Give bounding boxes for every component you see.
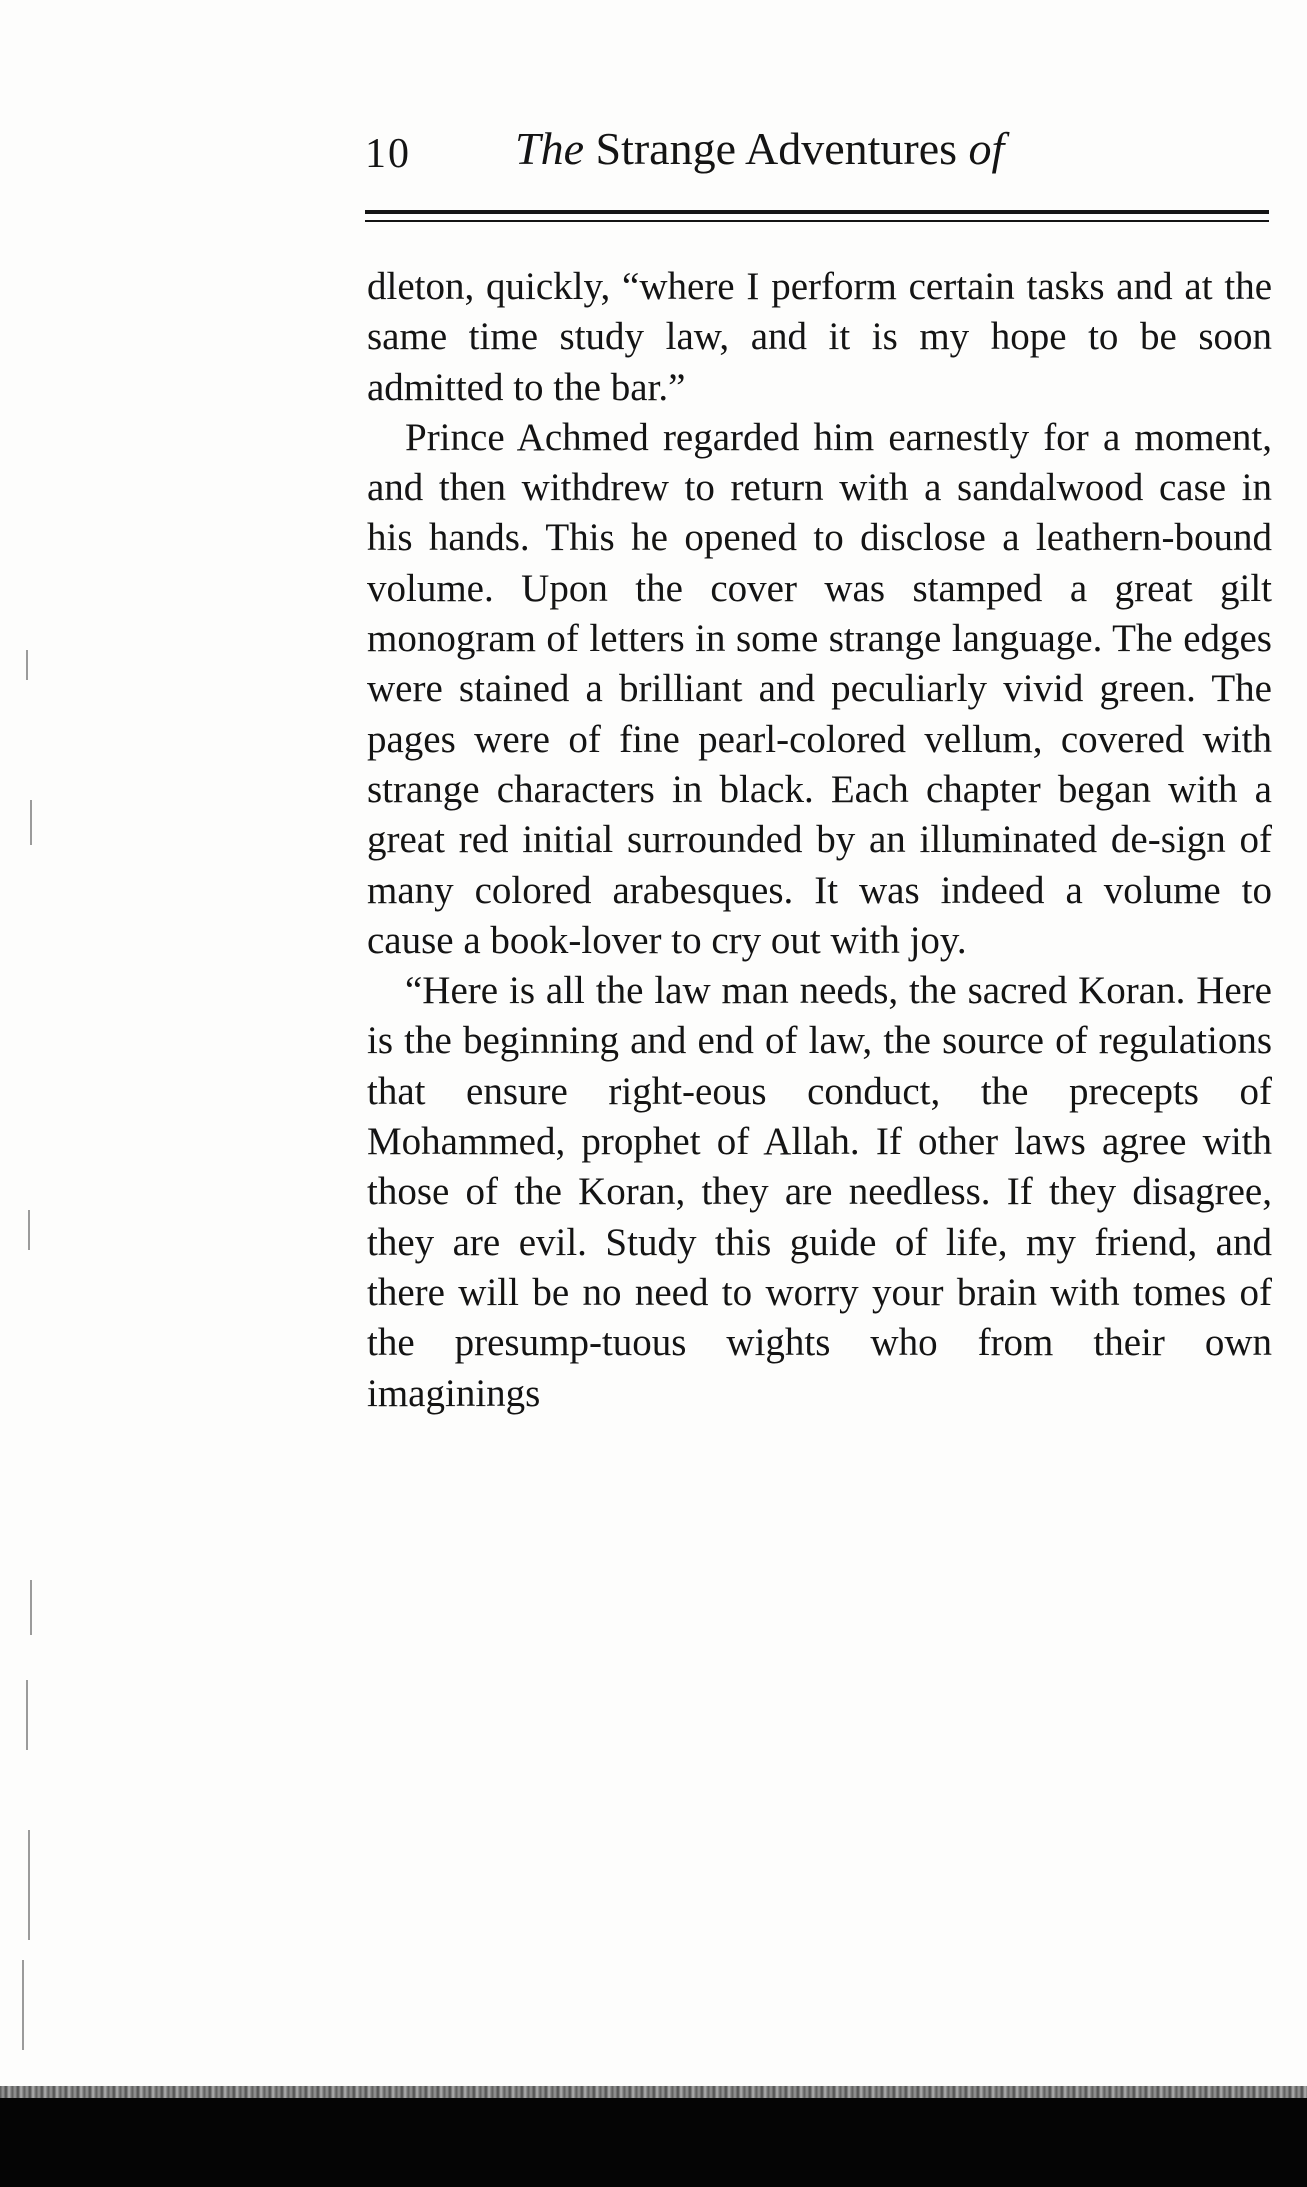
page-number: 10	[365, 131, 411, 177]
header-rule-thin	[365, 220, 1269, 222]
gutter-mark	[26, 1680, 28, 1750]
paragraph-continuation: dleton, quickly, “where I perform certain tasks and at the same time study law, and it is my hope to be soon admitted to the bar.”	[367, 265, 1272, 409]
gutter-mark	[30, 1580, 32, 1635]
running-head	[515, 122, 1004, 175]
gutter-mark	[22, 1960, 24, 2050]
paragraph-prince-achmed: Prince Achmed regarded him earnestly for a moment, and then withdrew to return with a sandalwood case in his hands. This he opened to disclose a leathern-bound volume. Upon the cover was stamped a great gilt monogram of letters in some strange language. The edges were stained a brilliant and peculiarly vivid green. The pages were of fine pearl-colored vellum, covered with strange characters in black. Each chapter began with a great red initial surrounded by an illuminated de-sign of many colored arabesques. It was indeed a volume to cause a book-lover to cry out with joy.	[367, 415, 1272, 962]
scan-bottom-band	[0, 2098, 1307, 2187]
running-head-of: of	[968, 123, 1005, 174]
gutter-mark	[30, 800, 32, 845]
page-header	[365, 118, 1270, 178]
paragraph-koran-speech: “Here is all the law man needs, the sacred Koran. Here is the beginning and end of law, the source of regulations that ensure right-eous conduct, the precepts of Mohammed, prophet of Allah. If other laws agree with those of the Koran, they are needless. If they disagree, they are evil. Study this guide of life, my friend, and there will be no need to worry your brain with tomes of the presump-tuous wights who from their own imaginings	[367, 969, 1272, 1415]
running-head-the: The	[515, 123, 584, 174]
running-head-title: Strange Adventures	[595, 123, 958, 174]
body-text	[367, 262, 1272, 1419]
gutter-mark	[28, 1210, 30, 1250]
header-rule-thick	[365, 210, 1269, 214]
gutter-mark	[26, 650, 28, 680]
gutter-mark	[28, 1830, 30, 1940]
